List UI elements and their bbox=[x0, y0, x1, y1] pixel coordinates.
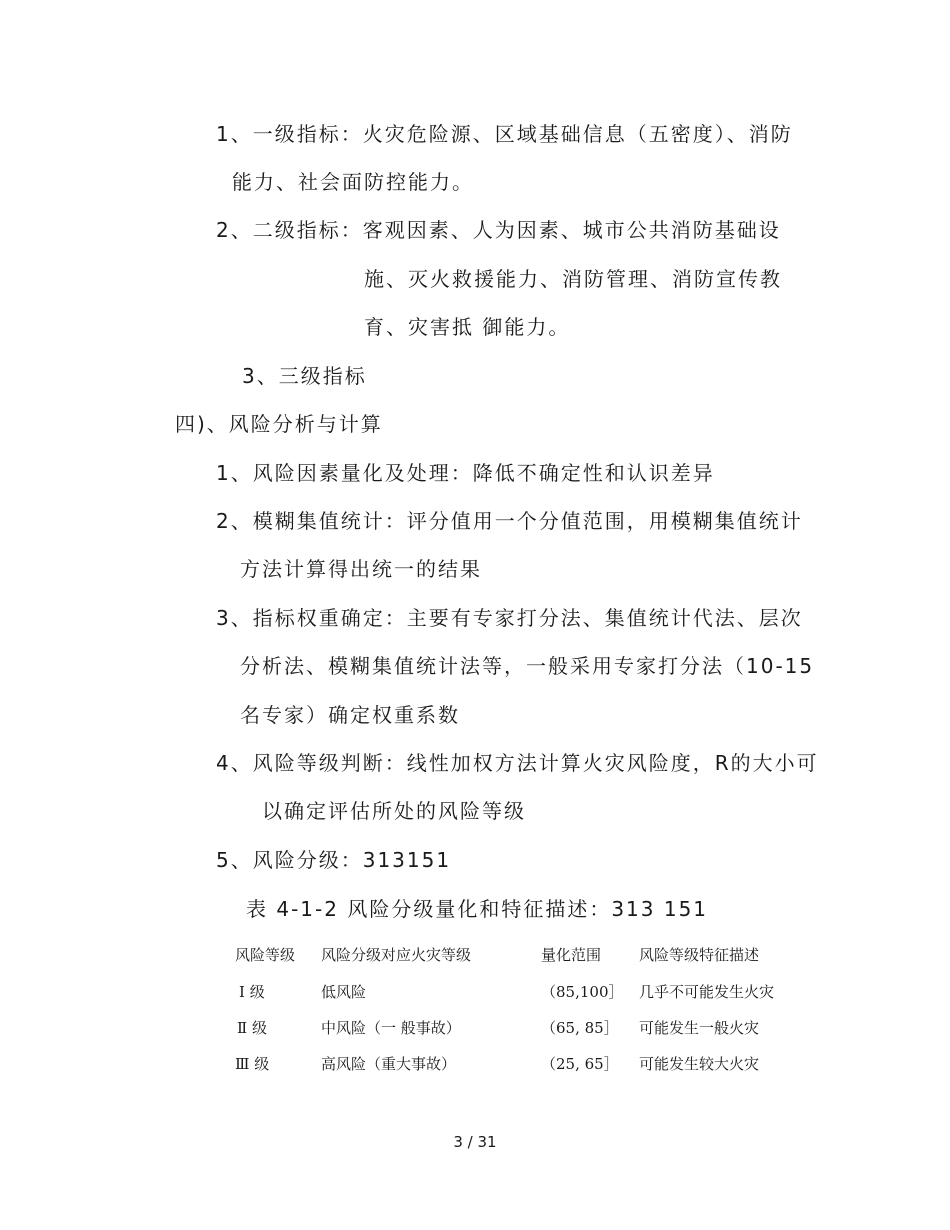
table-header-cell: 量化范围 bbox=[541, 946, 602, 964]
table-cell: Ⅰ 级 bbox=[239, 983, 265, 1001]
table-header-cell: 风险等级 bbox=[235, 946, 296, 964]
table-cell: 几乎不可能发生火灾 bbox=[639, 983, 775, 1001]
table-cell: （65, 85］ bbox=[541, 1019, 619, 1037]
text-line-4: 施、灭火救援能力、消防管理、消防宣传教 bbox=[364, 267, 782, 291]
text-line-15: 以确定评估所处的风险等级 bbox=[262, 799, 526, 823]
text-line-9: 2、模糊集值统计：评分值用一个分值范围，用模糊集值统计 bbox=[216, 509, 803, 533]
table-cell: 中风险（一 般事故） bbox=[321, 1019, 461, 1037]
table-row bbox=[233, 981, 833, 1003]
page-number: 3 / 31 bbox=[453, 1133, 497, 1151]
text-line-5: 育、灾害抵 御能力。 bbox=[364, 315, 571, 339]
text-line-1: 1、一级指标：火灾危险源、区域基础信息（五密度）、消防 bbox=[216, 122, 793, 146]
table-row bbox=[233, 1017, 833, 1039]
table-cell: Ⅱ 级 bbox=[237, 1019, 267, 1037]
text-line-11: 3、指标权重确定：主要有专家打分法、集值统计代法、层次 bbox=[216, 606, 803, 630]
table-cell: （85,100］ bbox=[541, 983, 624, 1001]
text-line-10: 方法计算得出统一的结果 bbox=[240, 557, 482, 581]
text-line-2: 能力、社会面防控能力。 bbox=[232, 170, 474, 194]
table-header-cell: 风险等级特征描述 bbox=[639, 946, 760, 964]
table-cell: 高风险（重大事故） bbox=[321, 1055, 457, 1073]
table-caption: 表 4-1-2 风险分级量化和特征描述：313 151 bbox=[246, 897, 709, 921]
table-cell: Ⅲ 级 bbox=[235, 1055, 270, 1073]
text-line-16: 5、风险分级：313151 bbox=[216, 848, 452, 872]
text-line-14: 4、风险等级判断：线性加权方法计算火灾风险度，R的大小可 bbox=[216, 751, 819, 775]
section-heading: 四)、风险分析与计算 bbox=[175, 412, 383, 436]
text-line-3: 2、二级指标：客观因素、人为因素、城市公共消防基础设 bbox=[216, 218, 781, 242]
table-cell: 低风险 bbox=[321, 983, 367, 1001]
table-row bbox=[233, 1053, 833, 1075]
text-line-6: 3、三级指标 bbox=[242, 364, 367, 388]
text-line-12: 分析法、模糊集值统计法等，一般采用专家打分法（10-15 bbox=[240, 654, 815, 678]
table-cell: 可能发生较大火灾 bbox=[639, 1055, 760, 1073]
text-line-8: 1、风险因素量化及处理：降低不确定性和认识差异 bbox=[216, 461, 715, 485]
text-line-13: 名专家）确定权重系数 bbox=[240, 703, 460, 727]
table-header-cell: 风险分级对应火灾等级 bbox=[321, 946, 472, 964]
table-header-row bbox=[233, 944, 833, 966]
table-cell: （25, 65］ bbox=[541, 1055, 619, 1073]
table-cell: 可能发生一般火灾 bbox=[639, 1019, 760, 1037]
